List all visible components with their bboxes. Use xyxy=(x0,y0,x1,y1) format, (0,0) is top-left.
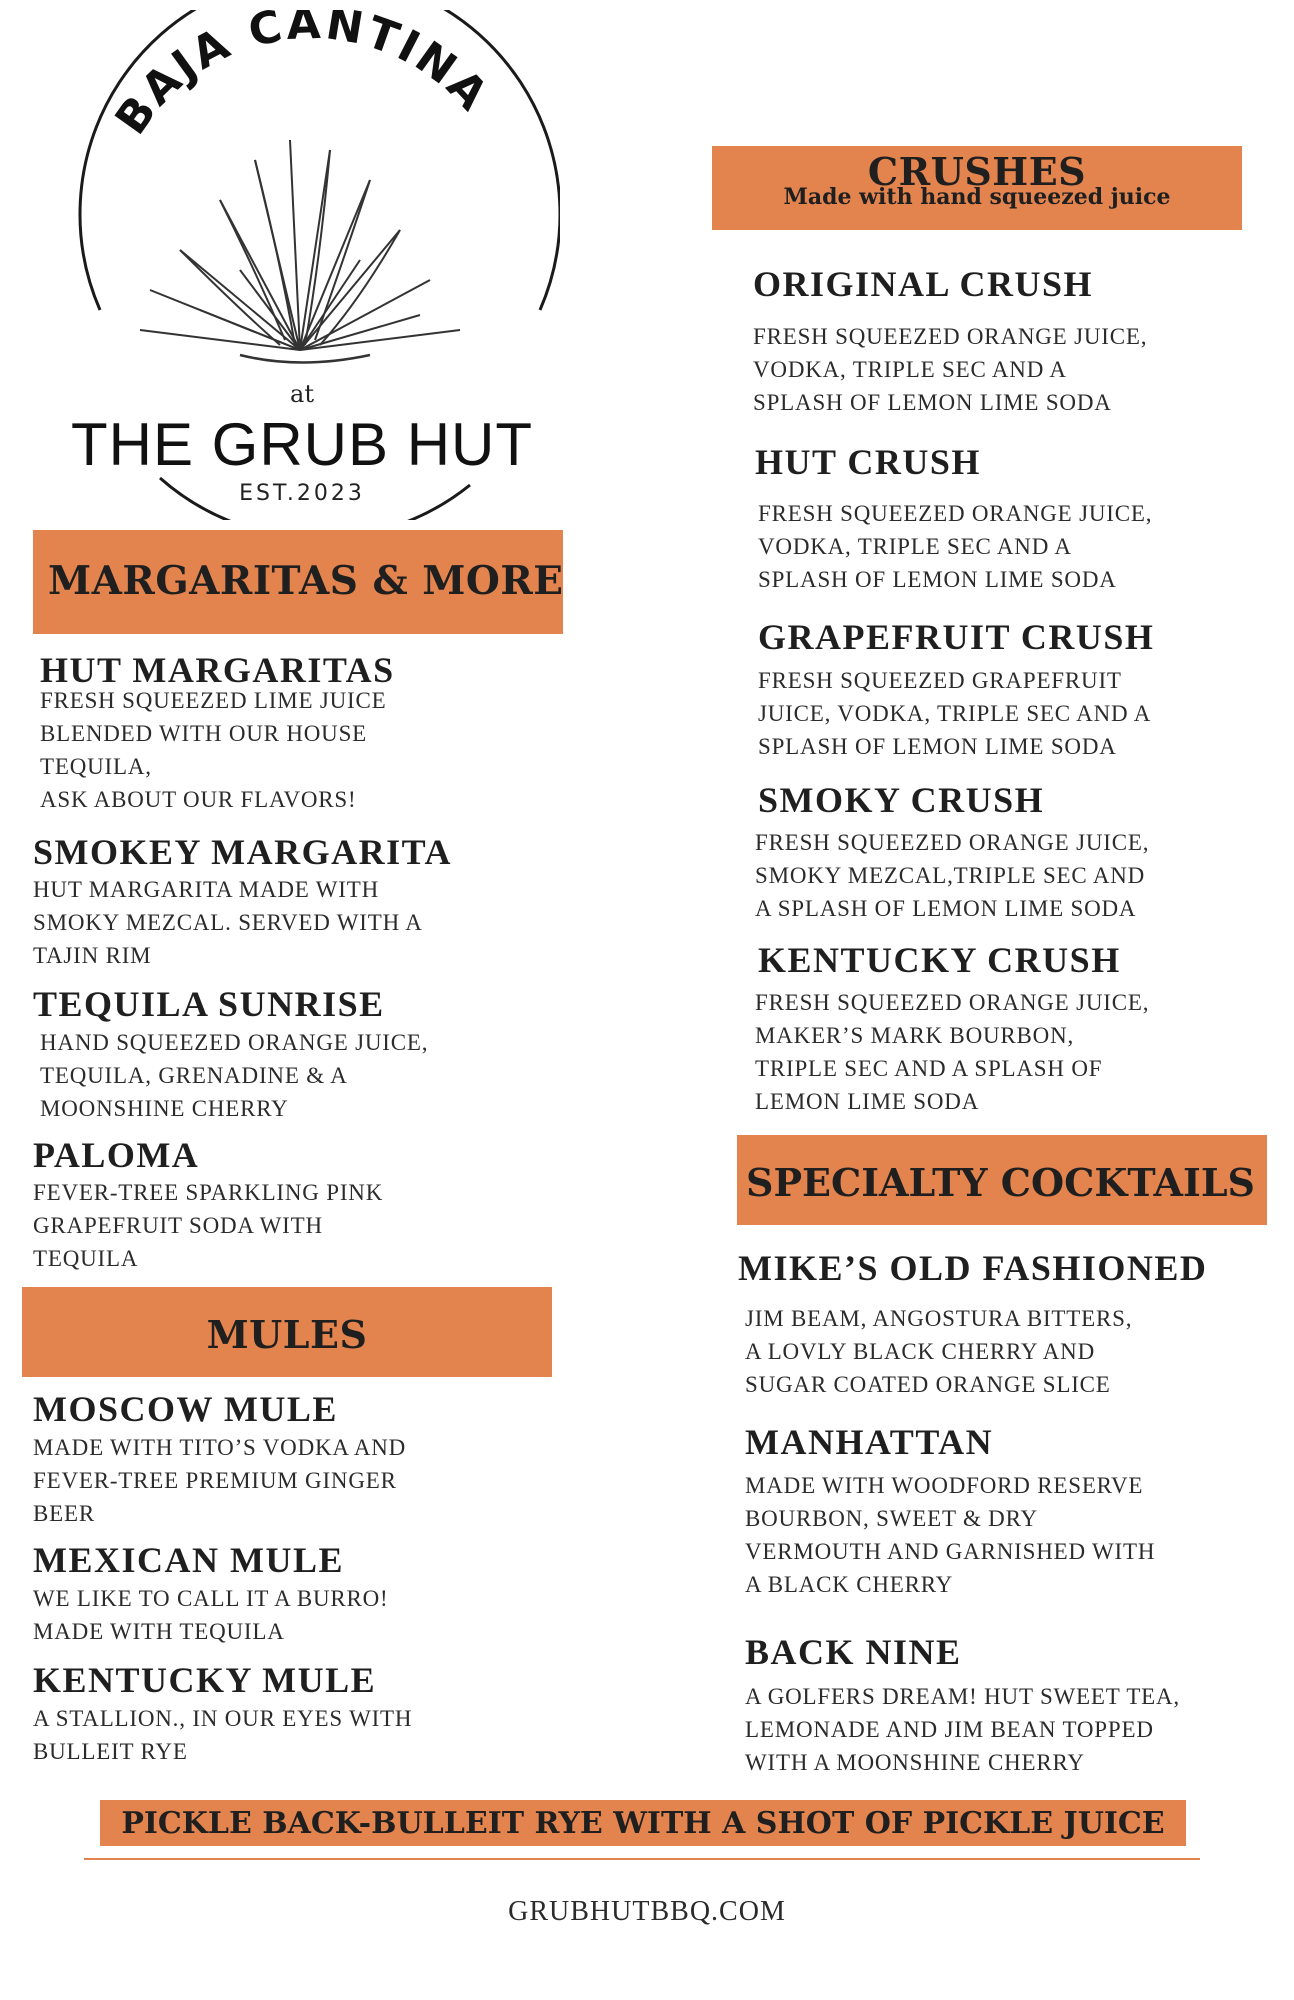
menu-item-name: MIKE’S OLD FASHIONED xyxy=(738,1248,1208,1288)
menu-item-desc: FEVER-TREE SPARKLING PINK GRAPEFRUIT SODA WITH TEQUILA xyxy=(33,1180,384,1271)
menu-item-desc: HUT MARGARITA MADE WITH SMOKY MEZCAL. SERVED WITH A TAJIN RIM xyxy=(33,877,423,968)
menu-item-name: SMOKY CRUSH xyxy=(758,780,1045,820)
menu-item-name: PALOMA xyxy=(33,1135,200,1175)
crushes-header: CRUSHES xyxy=(867,149,1087,194)
logo-name: THE GRUB HUT xyxy=(71,411,533,478)
menu-item-name: MOSCOW MULE xyxy=(33,1389,338,1429)
menu-item-name: BACK NINE xyxy=(745,1632,962,1672)
menu-item-desc: HAND SQUEEZED ORANGE JUICE, TEQUILA, GRENADINE & A MOONSHINE CHERRY xyxy=(40,1030,429,1121)
menu-item-desc: MADE WITH WOODFORD RESERVE BOURBON, SWEET & DRY VERMOUTH AND GARNISHED WITH A BLACK CHERRY xyxy=(745,1473,1156,1597)
footer-website[interactable]: GRUBHUTBBQ.COM xyxy=(508,1896,786,1927)
logo xyxy=(40,10,560,520)
menu-item-desc: JIM BEAM, ANGOSTURA BITTERS, A LOVLY BLACK CHERRY AND SUGAR COATED ORANGE SLICE xyxy=(745,1306,1133,1397)
menu-item-name: HUT CRUSH xyxy=(755,442,981,482)
menu-item-name: SMOKEY MARGARITA xyxy=(33,832,452,872)
margaritas-header: MARGARITAS & MORE xyxy=(48,558,564,604)
crushes-subheader: Made with hand squeezed juice xyxy=(783,184,1171,210)
menu-item-name: MEXICAN MULE xyxy=(33,1540,344,1580)
pickle-back-note: PICKLE BACK-BULLEIT RYE WITH A SHOT OF PICKLE JUICE xyxy=(121,1806,1165,1841)
menu-item-desc: FRESH SQUEEZED ORANGE JUICE, VODKA, TRIPLE SEC AND A SPLASH OF LEMON LIME SODA xyxy=(758,501,1153,592)
menu-item-name: KENTUCKY CRUSH xyxy=(758,940,1121,980)
specialty-header: SPECIALTY COCKTAILS xyxy=(746,1160,1255,1205)
menu-item-name: GRAPEFRUIT CRUSH xyxy=(758,617,1155,657)
menu-item-name: KENTUCKY MULE xyxy=(33,1660,377,1700)
menu-item-desc: FRESH SQUEEZED ORANGE JUICE, VODKA, TRIPLE SEC AND A SPLASH OF LEMON LIME SODA xyxy=(753,324,1148,415)
logo-at: at xyxy=(290,380,314,408)
menu-item-name: MANHATTAN xyxy=(745,1422,994,1462)
menu-item-desc: MADE WITH TITO’S VODKA AND FEVER-TREE PREMIUM GINGER BEER xyxy=(33,1435,407,1526)
menu-item-desc: FRESH SQUEEZED ORANGE JUICE, MAKER’S MARK BOURBON, TRIPLE SEC AND A SPLASH OF LEMON LIME SODA xyxy=(755,990,1150,1114)
menu-item-desc: FRESH SQUEEZED LIME JUICE BLENDED WITH OUR HOUSE TEQUILA, ASK ABOUT OUR FLAVORS! xyxy=(40,688,387,812)
menu-item-name: TEQUILA SUNRISE xyxy=(33,984,385,1024)
mules-header: MULES xyxy=(206,1312,368,1357)
menu-item-name: ORIGINAL CRUSH xyxy=(753,264,1094,304)
menu-item-desc: A STALLION., IN OUR EYES WITH BULLEIT RYE xyxy=(33,1706,413,1764)
menu-item-desc: FRESH SQUEEZED GRAPEFRUIT JUICE, VODKA, TRIPLE SEC AND A SPLASH OF LEMON LIME SODA xyxy=(758,668,1152,759)
logo-est: EST.2023 xyxy=(239,481,365,506)
menu-item-desc: WE LIKE TO CALL IT A BURRO! MADE WITH TEQUILA xyxy=(33,1586,389,1644)
agave-plant-icon xyxy=(140,140,460,363)
menu-item-name: HUT MARGARITAS xyxy=(40,650,395,690)
menu-item-desc: A GOLFERS DREAM! HUT SWEET TEA, LEMONADE AND JIM BEAN TOPPED WITH A MOONSHINE CHERRY xyxy=(745,1684,1180,1775)
logo-ring xyxy=(80,10,560,310)
menu-item-desc: FRESH SQUEEZED ORANGE JUICE, SMOKY MEZCAL,TRIPLE SEC AND A SPLASH OF LEMON LIME SODA xyxy=(755,830,1150,921)
logo-arc-text: BAJA CANTINA xyxy=(105,10,500,144)
logo-badge xyxy=(40,10,560,520)
footer-divider xyxy=(84,1858,1200,1860)
